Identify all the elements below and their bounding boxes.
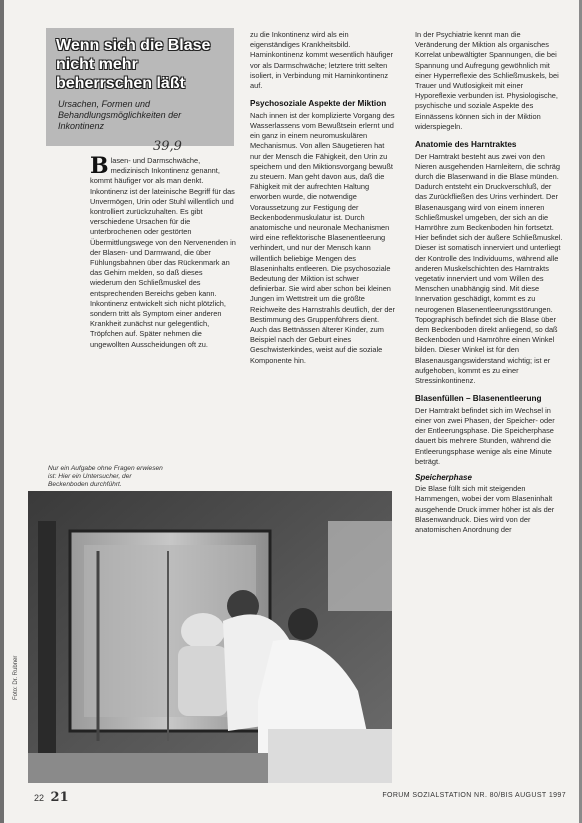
column-1-text: lasen- und Darmschwäche, medizinisch Inkontinenz genannt, kommt häufiger vor als man denkt. Inkontinenz ist der lateinische Begriff für das Unvermögen, Urin oder Stuhl willentlich und kontrolliert zurückzuhalten. Es gibt verschiedene Ursachen für die unterbrochenen oder gestörten Übermittlungswege von den Nervenenden in der Blasen- und Darmwand, die über Fühlungsbahnen über das Rückenmark an das Gehirn melden, so daß dieses wiederum den Schließmuskel des entsprechenden Bereichs geben kann. Inkontinenz entwickelt sich nicht plötzlich, sondern tritt als Symptom einer anderen Krankheit zunächst nur gelegentlich, Tröpfchen auf. Später nehmen die ungewollten Ausscheidungen oft zu. bbox=[90, 156, 236, 349]
column-3-storage-text: Die Blase füllt sich mit steigenden Harnmengen, wobei der vom Blaseninhalt ausgehende Druck immer höher ist als der Blasenwandruck. Dies wird von der anatomischen Anordnung der bbox=[415, 484, 555, 534]
section-heading-psychosocial: Psychosoziale Aspekte der Miktion bbox=[250, 99, 387, 109]
photo-caption: Nur ein Aufgabe ohne Fragen erwiesen ist: Hier ein Untersucher, der Beckenboden durchführt. bbox=[48, 465, 163, 488]
photo-credit: Foto: Dr. Rubner bbox=[13, 655, 19, 700]
handwritten-note: 39,9 bbox=[153, 139, 182, 154]
subheading-storage-phase: Speicherphase bbox=[415, 472, 472, 482]
scan-edge-left bbox=[0, 0, 4, 823]
article-photo bbox=[28, 491, 392, 783]
column-2 bbox=[250, 30, 396, 366]
photo-illustration bbox=[28, 491, 392, 783]
handwritten-page-number: 21 bbox=[50, 790, 69, 805]
journal-footer: FORUM SOZIALSTATION NR. 80/BIS AUGUST 1997 bbox=[382, 792, 566, 799]
column-3-intro: In der Psychiatrie kennt man die Veränderung der Miktion als organisches Korrelat unbewältigter Spannungen, die bei Spannung und Aufregung gewöhnlich mit einer Hyperreflexie des Schließmuskels, bei Trauer und Wutlosigkeit mit einer Hyporeflexie verbunden ist. Physiologische, psychische und soziale Aspekte des Einnässens können sich in der Miktion widerspiegeln. bbox=[415, 30, 559, 131]
drop-cap: B bbox=[90, 153, 109, 179]
section-heading-bladder: Blasenfüllen – Blasenentleerung bbox=[415, 394, 542, 404]
column-2-intro: zu die Inkontinenz wird als ein eigenständiges Krankheitsbild. Harninkontinenz kommt wesentlich häufiger vor als Darmschwäche; letztere tritt selten isoliert, in Verbindung mit Harninkontinenz auf. bbox=[250, 30, 393, 91]
column-1 bbox=[90, 153, 236, 350]
column-3-bladder-text: Der Harntrakt befindet sich im Wechsel in einer von zwei Phasen, der Speicher- oder der Entleerungsphase. Die Speicherphase dauert bis mehrere Stunden, während die Entleerungsphase wenige als eine Minute beträgt. bbox=[415, 405, 555, 466]
article-subtitle: Ursachen, Formen und Behandlungsmöglichkeiten der Inkontinenz bbox=[58, 99, 182, 131]
article-title: Wenn sich die Blase nicht mehr beherrschen läßt bbox=[56, 37, 211, 92]
page-number: 22 bbox=[34, 793, 45, 803]
column-3-anatomy-text: Der Harntrakt besteht aus zwei von den Nieren ausgehenden Harnleitern, die schräg durch die Blasenwand in die Blase münden. Dadurch entsteht ein Druckverschluß, der das Zurückfließen des Urins verhindert. Der Blasenausgang wird von einem inneren Schließmuskel umgeben, der sich an die Harnröhre zum Beckenboden hin fortsetzt. Hier befindet sich der äußere Schließmuskel. Dieser ist somatisch innerviert und unterliegt der Kontrolle des Individuums, während alle anderen Muskelschichten des Harntrakts vegetativ innerviert und vom Willen des Menschen unabhängig sind. Mit diese Innervation geschädigt, kommt es zu neurogenen Blasenentleerungsstörungen. Topographisch befindet sich die Blase über dem Beckenboden direkt anliegend, so daß Beckenboden und Harnröhre einen Winkel bilden. Dieser Winkel ist für den Blasenausgangswiderstand wichtig; ist er aufgehoben, kommt es zu einer Stressinkontinenz. bbox=[415, 151, 563, 385]
column-2-text: Nach innen ist der komplizierte Vorgang des Wasserlassens vom Bewußtsein erlernt und ein ganz in einem neuromuskulären Mechanismus. Von allen Säugetieren hat nur der Mensch die Fähigkeit, den Urin zu speichern und den Miktionsvorgang bewußt zu steuern. Man geht davon aus, daß die Fähigkeit mit der aufrechten Haltung erworben wurde, die notwendige Voraussetzung zur Festigung der Beckenbodenmuskulatur ist. Durch anatomische und neuronale Mechanismen wird eine reflektorische Blasenentleerung verhindert, und nur der Mensch kann willentlich beliebige Mengen des Blaseninhalts entleeren. Die psychosoziale Bedeutung der Miktion ist schwer definierbar. Sie wird aber schon bei kleinen Jungen im Wettstreit um die größte Reichweite des Harnstrahls deutlich, der der Bestimmung des Gruppenführers dient. Auch das Bettnässen älterer Kinder, zum Beispiel nach der Geburt eines Geschwisterkindes, weist auf die soziale Komponente hin. bbox=[250, 110, 396, 365]
section-heading-anatomy: Anatomie des Harntraktes bbox=[415, 140, 517, 150]
page-folio bbox=[34, 790, 69, 805]
column-3 bbox=[415, 30, 563, 535]
